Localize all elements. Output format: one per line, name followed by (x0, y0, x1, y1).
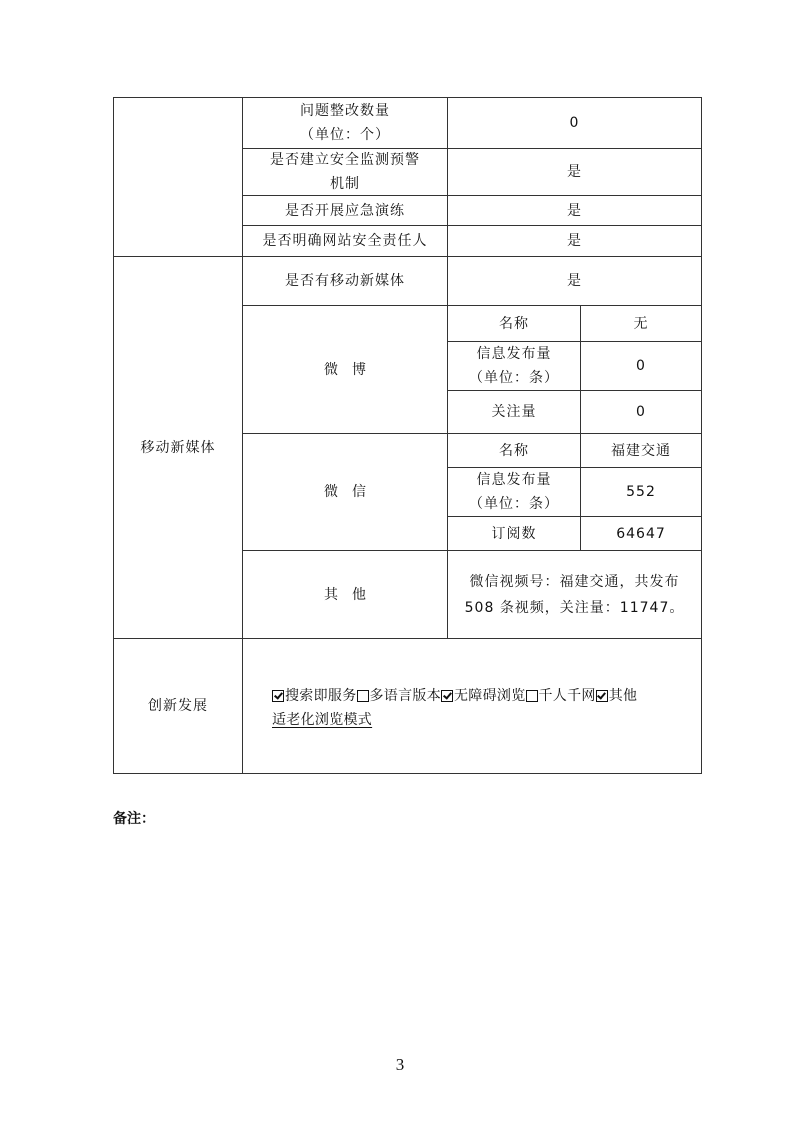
weibo-name-value: 无 (633, 315, 649, 332)
weibo-posts-label-line2: （单位：条） (469, 370, 559, 386)
report-table (113, 97, 702, 774)
mobile-section-label: 移动新媒体 (140, 439, 216, 456)
table-border-right (701, 97, 702, 774)
rectify-count-value: 0 (569, 115, 580, 131)
weibo-followers-label: 关注量 (491, 404, 537, 420)
responsible-value: 是 (567, 233, 582, 249)
weibo-label-text: 微博 (324, 361, 380, 378)
innovation-option-label: 多语言版本 (369, 688, 441, 704)
wechat-subscribers-value: 64647 (616, 525, 666, 542)
weibo-name-label: 名称 (499, 315, 529, 332)
weibo-posts-label (448, 342, 580, 390)
checkbox-unchecked-icon[interactable] (357, 690, 369, 702)
rectify-count-label-line1: 问题整改数量 (300, 103, 390, 119)
rectify-count-label-line2: （单位：个） (300, 127, 390, 143)
weibo-posts-value: 0 (636, 358, 646, 374)
other-label-text: 其他 (324, 586, 380, 603)
drill-value: 是 (567, 202, 582, 219)
has-mobile-label: 是否有移动新媒体 (285, 273, 405, 289)
weibo-label (243, 306, 447, 433)
innovation-option-label: 其他 (608, 688, 638, 704)
page-number: 3 (395, 1055, 405, 1074)
table-border-bottom (113, 773, 702, 774)
innovation-option-label: 千人千网 (538, 688, 596, 704)
innovation-option-label: 搜索即服务 (285, 688, 357, 704)
other-label (243, 551, 447, 638)
innovation-options (272, 684, 697, 732)
innovation-other-text: 适老化浏览模式 (272, 712, 373, 728)
innovation-option-list (272, 688, 637, 704)
innovation-section-label: 创新发展 (148, 698, 208, 714)
monitoring-label (243, 149, 447, 195)
monitoring-value: 是 (567, 164, 582, 180)
wechat-name-label: 名称 (499, 442, 529, 459)
other-value (448, 551, 701, 638)
monitoring-label-line1: 是否建立安全监测预警 (270, 152, 420, 168)
wechat-posts-label-line2: （单位：条） (469, 496, 559, 512)
wechat-name-value: 福建交通 (611, 442, 671, 459)
checkbox-checked-icon[interactable] (272, 690, 284, 702)
weibo-posts-label-line1: 信息发布量 (476, 346, 552, 362)
checkbox-unchecked-icon[interactable] (526, 690, 538, 702)
weibo-followers-value: 0 (636, 404, 646, 420)
responsible-label: 是否明确网站安全责任人 (262, 233, 428, 249)
wechat-posts-label-line1: 信息发布量 (476, 472, 552, 488)
rectify-count-label (243, 98, 447, 148)
other-value-line2: 508 条视频，关注量：11747。 (464, 599, 685, 616)
monitoring-label-line2: 机制 (330, 176, 360, 192)
other-value-line1: 微信视频号：福建交通，共发布 (469, 573, 680, 590)
checkbox-checked-icon[interactable] (596, 690, 608, 702)
wechat-label (243, 434, 447, 550)
note-label: 备注： (113, 811, 155, 827)
has-mobile-value: 是 (567, 273, 582, 289)
innovation-option-label: 无障碍浏览 (454, 688, 526, 704)
wechat-label-text: 微信 (324, 484, 380, 500)
checkbox-checked-icon[interactable] (441, 690, 453, 702)
wechat-posts-value: 552 (626, 484, 656, 500)
drill-label: 是否开展应急演练 (285, 202, 405, 219)
wechat-subscribers-label: 订阅数 (491, 525, 537, 542)
wechat-posts-label (448, 468, 580, 516)
